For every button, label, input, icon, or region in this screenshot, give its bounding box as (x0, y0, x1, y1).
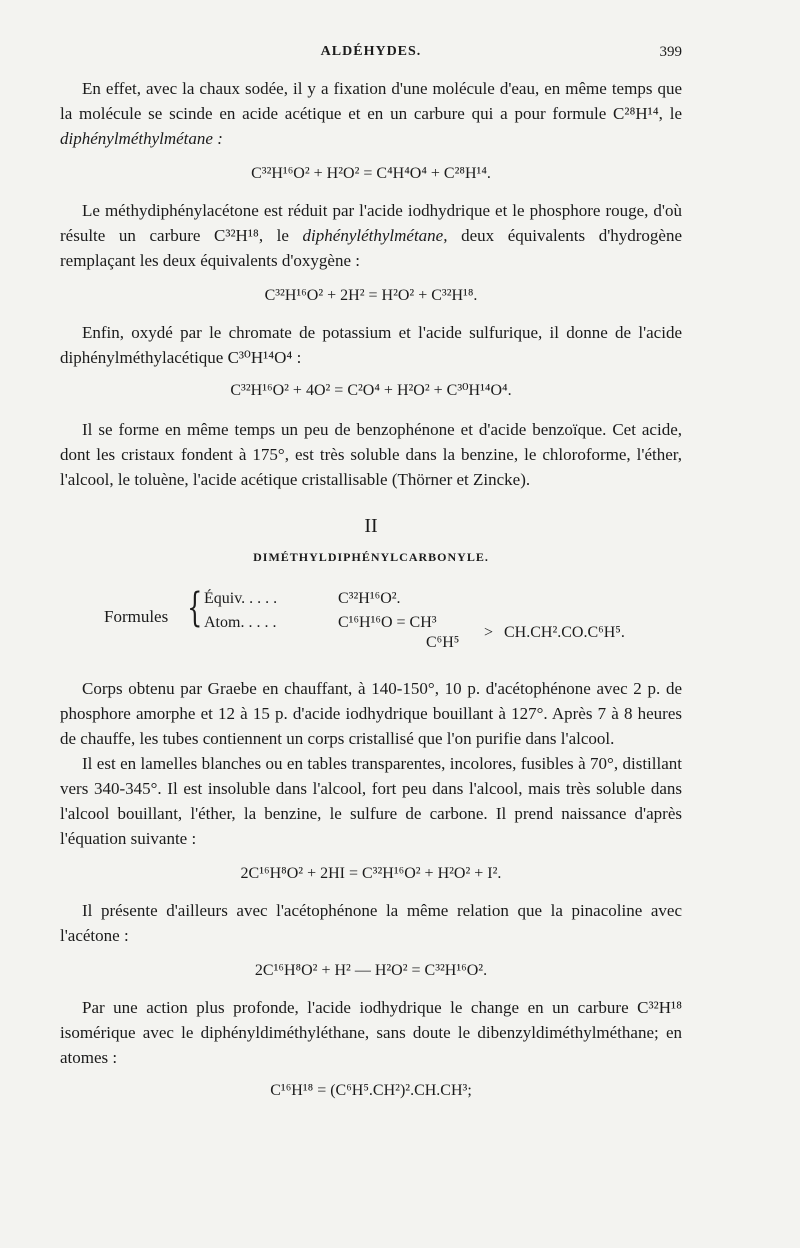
section-title: DIMÉTHYLDIPHÉNYLCARBONYLE. (253, 550, 489, 564)
paragraph-8: Par une action plus profonde, l'acide iodhydrique le change en un carbure C³²H¹⁸ isomérique avec le diphényldiméthyléthane, sans doute le dibenzyldiméthylméthane; en atomes : (60, 998, 682, 1067)
paragraph-2-text-a: Le méthydiphénylacétone est réduit par l'acide iodhydrique et le phosphore rouge, d'où résulte un carbure C³²H¹⁸, le (60, 201, 682, 245)
paragraph-2 (60, 198, 682, 273)
equation-2: C³²H¹⁶O² + 2H² = H²O² + C³²H¹⁸. (264, 287, 478, 304)
paragraph-4: Il se forme en même temps un peu de benzophénone et d'acide benzoïque. Cet acide, dont les cristaux fondent à 175°, est très soluble dans la benzine, le chloroforme, l'éther, l'alcool, le toluène, l'acide acétique cristallisable (Thörner et Zincke). (60, 420, 682, 489)
paragraph-3: Enfin, oxydé par le chromate de potassium et l'acide sulfurique, il donne de l'acide diphénylméthylacétique C³⁰H¹⁴O⁴ : (60, 323, 682, 367)
paragraph-1-italic: diphénylméthylmétane : (60, 129, 223, 148)
equation-1: C³²H¹⁶O² + H²O² = C⁴H⁴O⁴ + C²⁸H¹⁴. (251, 165, 491, 182)
atom-formula-tail: CH.CH².CO.C⁶H⁵. (504, 624, 625, 641)
formulas-block (60, 582, 682, 662)
atom-formula: C¹⁶H¹⁶O = CH³ (338, 614, 437, 631)
page-number: 399 (659, 44, 682, 60)
paragraph-7: Il présente d'ailleurs avec l'acétophénone la même relation que la pinacoline avec l'acétone : (60, 901, 682, 945)
equation-6: C¹⁶H¹⁸ = (C⁶H⁵.CH²)².CH.CH³; (270, 1082, 472, 1099)
atom-label: Atom. . . . . (204, 614, 277, 631)
page-body (60, 76, 682, 1109)
running-title: ALDÉHYDES. (320, 44, 422, 59)
paragraph-1-text: En effet, avec la chaux sodée, il y a fixation d'une molécule d'eau, en même temps que la molécule se scinde en acide acétique et en un carbure qui a pour formule C²⁸H¹⁴, le (60, 79, 682, 123)
paragraph-2-italic: diphényléthylmétane, (302, 226, 448, 245)
running-head (60, 44, 682, 66)
atom-bracket: > (484, 624, 494, 641)
left-brace: { (187, 585, 203, 631)
paragraph-6: Il est en lamelles blanches ou en tables transparentes, incolores, fusibles à 70°, distillant vers 340-345°. Il est insoluble dans l'alcool, fort peu dans l'alcool, mais très soluble dans l'alcool bouillant, l'éther, la benzine, le sulfure de carbone. Il prend naissance d'après l'équation suivante : (60, 754, 682, 848)
paragraph-1 (60, 76, 682, 151)
equation-3: C³²H¹⁶O² + 4O² = C²O⁴ + H²O² + C³⁰H¹⁴O⁴. (230, 382, 512, 399)
equiv-label: Équiv. . . . . (204, 590, 278, 607)
paragraph-2-text-b: deux équivalents d'hydrogène remplaçant les deux équivalents d'oxygène : (60, 226, 683, 270)
equiv-formula: C³²H¹⁶O². (338, 590, 401, 607)
paragraph-5: Corps obtenu par Graebe en chauffant, à 140-150°, 10 p. d'acétophénone avec 2 p. de phosphore amorphe et 12 à 15 p. d'acide iodhydrique bouillant à 127°. Après 7 à 8 heures de chauffe, les tubes contiennent un corps cristallisé que l'on purifie dans l'alcool. (60, 679, 682, 748)
atom-c6h5: C⁶H⁵ (426, 634, 460, 651)
equation-4: 2C¹⁶H⁸O² + 2HI = C³²H¹⁶O² + H²O² + I². (240, 865, 502, 882)
formulas-label: Formules (104, 607, 169, 626)
section-number: II (364, 515, 378, 537)
equation-5: 2C¹⁶H⁸O² + H² — H²O² = C³²H¹⁶O². (254, 962, 488, 979)
